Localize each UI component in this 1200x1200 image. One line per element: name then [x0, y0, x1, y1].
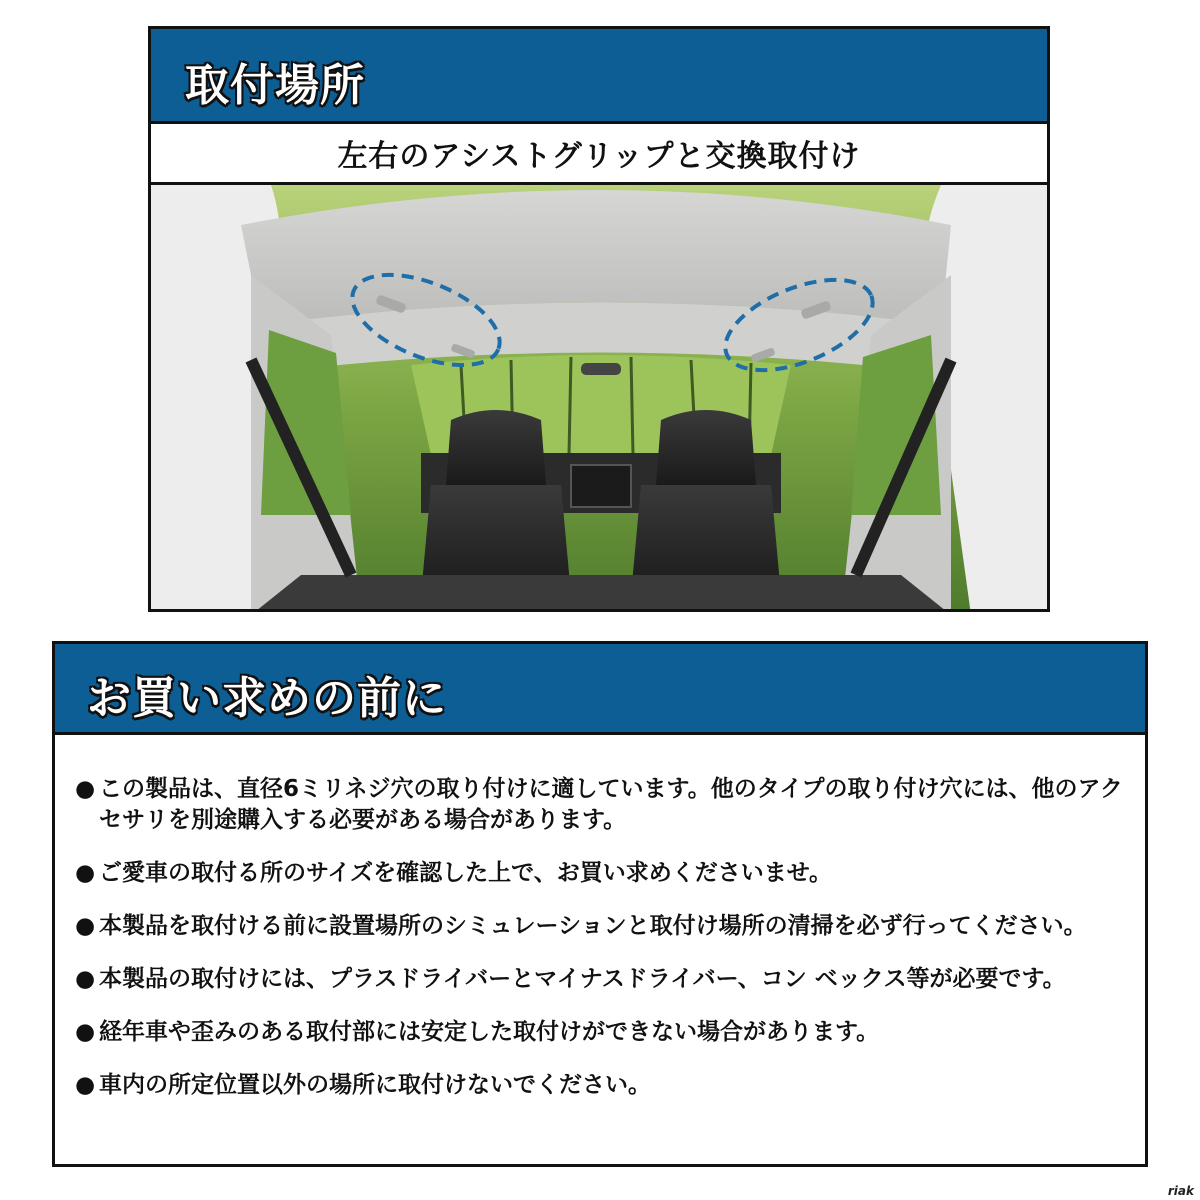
bullet: ● — [75, 1019, 96, 1045]
notes-list — [75, 774, 1125, 1123]
note-item: ● この製品は、直径6ミリネジ穴の取り付けに適しています。他のタイプの取り付け穴には、他のアクセサリを別途購入する必要がある場合があります。 — [75, 776, 1123, 833]
note-item: ● ご愛車の取付る所のサイズを確認した上で、お買い求めくださいませ。 — [75, 858, 1125, 889]
credit-mark: riak — [1167, 1184, 1194, 1198]
note-item: ● 経年車や歪みのある取付部には安定した取付けができない場合があります。 — [75, 1017, 1125, 1048]
note-item: ● 本製品を取付ける前に設置場所のシミュレーションと取付け場所の清掃を必ず行ってください。 — [75, 911, 1125, 942]
note-item: ● 車内の所定位置以外の場所に取付けないでください。 — [75, 1070, 1125, 1101]
install-title: 取付場所 — [185, 60, 365, 111]
install-location-panel — [148, 26, 1050, 612]
bullet: ● — [75, 913, 96, 939]
install-header-bar — [151, 29, 1047, 124]
install-subtitle-bar — [151, 124, 1047, 185]
notes-header-bar — [55, 644, 1145, 735]
bullet: ● — [75, 776, 96, 802]
note-item: ● 本製品の取付けには、プラスドライバーとマイナスドライバー、コン ベックス等が必要です。 — [75, 964, 1125, 995]
bullet: ● — [75, 966, 96, 992]
bullet: ● — [75, 860, 96, 886]
notes-title: お買い求めの前に — [87, 673, 447, 724]
car-interior-photo — [151, 185, 1047, 612]
install-subtitle: 左右のアシストグリップと交換取付け — [337, 139, 861, 174]
before-purchase-panel — [52, 641, 1148, 1167]
bullet: ● — [75, 1072, 96, 1098]
